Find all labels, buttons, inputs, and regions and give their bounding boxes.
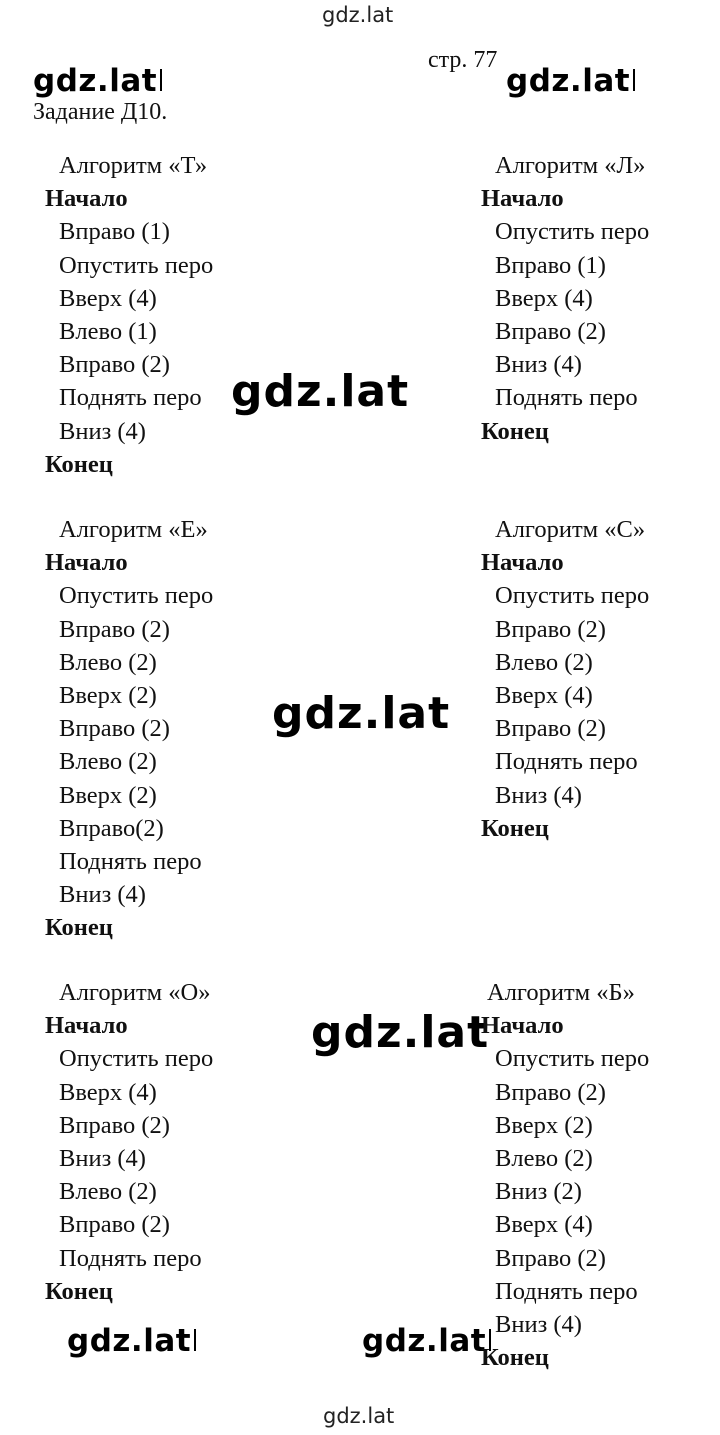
command: Вниз (2): [495, 1178, 582, 1206]
command: Вверх (4): [495, 682, 593, 710]
command: Опустить перо: [59, 251, 214, 279]
command: Вверх (4): [495, 284, 593, 312]
algorithm-title: Алгоритм «О»: [59, 979, 211, 1006]
command: Влево (2): [59, 1178, 157, 1206]
command: Влево (1): [59, 318, 157, 346]
command: Вниз (4): [59, 1145, 146, 1173]
watermark-top-right: gdz.lat: [506, 66, 635, 97]
watermark-top-left: gdz.lat: [33, 66, 162, 97]
algorithm-begin: Начало: [481, 1012, 564, 1040]
command: Вправо (2): [59, 1111, 170, 1139]
command: Вправо (2): [495, 1244, 606, 1272]
command: Вниз (4): [495, 351, 582, 379]
command: Поднять перо: [495, 1277, 638, 1305]
algorithm-title: Алгоритм «Б»: [487, 979, 635, 1006]
command: Вправо (2): [495, 318, 606, 346]
command: Поднять перо: [495, 384, 638, 412]
command: Вниз (4): [495, 1311, 582, 1339]
algorithm-end: Конец: [45, 1277, 113, 1305]
algorithm-end: Конец: [481, 417, 549, 445]
command: Вправо (2): [495, 715, 606, 743]
command: Вниз (4): [495, 781, 582, 809]
algorithm-end: Конец: [45, 914, 113, 942]
watermark-center-1: gdz.lat: [231, 366, 410, 417]
command: Влево (2): [59, 648, 157, 676]
command: Вверх (4): [495, 1211, 593, 1239]
command: Поднять перо: [59, 848, 202, 876]
algorithm-end: Конец: [481, 814, 549, 842]
algorithm-begin: Начало: [45, 1012, 128, 1040]
algorithm-title: Алгоритм «Е»: [59, 516, 208, 543]
command: Опустить перо: [59, 582, 214, 610]
algorithm-o: [45, 976, 213, 1308]
algorithm-e: [45, 513, 213, 945]
command: Опустить перо: [59, 1045, 214, 1073]
algorithm-begin: Начало: [45, 549, 128, 577]
command: Вправо (2): [495, 1078, 606, 1106]
algorithm-c: [481, 513, 649, 845]
command: Поднять перо: [495, 748, 638, 776]
command: Поднять перо: [59, 1244, 202, 1272]
algorithm-end: Конец: [481, 1344, 549, 1372]
command: Вправо (1): [59, 218, 170, 246]
command: Опустить перо: [495, 1045, 650, 1073]
command: Вправо (2): [59, 1211, 170, 1239]
watermark-bottom-left: gdz.lat: [67, 1326, 196, 1357]
command: Вправо (2): [59, 351, 170, 379]
watermark-center-3: gdz.lat: [311, 1007, 490, 1058]
watermark-bottom: gdz.lat: [323, 1404, 395, 1428]
command: Вправо(2): [59, 814, 164, 842]
command: Вверх (2): [59, 682, 157, 710]
task-title: Задание Д10.: [33, 99, 168, 125]
page-number: стр. 77: [428, 47, 498, 73]
command: Вправо (2): [59, 715, 170, 743]
command: Вниз (4): [59, 417, 146, 445]
algorithm-b: [481, 976, 649, 1374]
algorithm-begin: Начало: [481, 185, 564, 213]
watermark-top: gdz.lat: [322, 3, 394, 27]
command: Вверх (2): [59, 781, 157, 809]
command: Влево (2): [59, 748, 157, 776]
command: Вверх (4): [59, 284, 157, 312]
command: Вправо (1): [495, 251, 606, 279]
watermark-center-2: gdz.lat: [272, 688, 451, 739]
command: Вверх (2): [495, 1111, 593, 1139]
algorithm-begin: Начало: [45, 185, 128, 213]
algorithm-l: [481, 149, 649, 448]
command: Опустить перо: [495, 582, 650, 610]
algorithm-t: [45, 149, 213, 481]
command: Поднять перо: [59, 384, 202, 412]
algorithm-title: Алгоритм «Л»: [495, 152, 646, 179]
command: Вниз (4): [59, 881, 146, 909]
watermark-bottom-right: gdz.lat: [362, 1326, 491, 1357]
algorithm-end: Конец: [45, 450, 113, 478]
command: Влево (2): [495, 648, 593, 676]
command: Вверх (4): [59, 1078, 157, 1106]
command: Влево (2): [495, 1145, 593, 1173]
algorithm-begin: Начало: [481, 549, 564, 577]
command: Опустить перо: [495, 218, 650, 246]
command: Вправо (2): [495, 615, 606, 643]
algorithm-title: Алгоритм «С»: [495, 516, 646, 543]
command: Вправо (2): [59, 615, 170, 643]
algorithm-title: Алгоритм «Т»: [59, 152, 208, 179]
